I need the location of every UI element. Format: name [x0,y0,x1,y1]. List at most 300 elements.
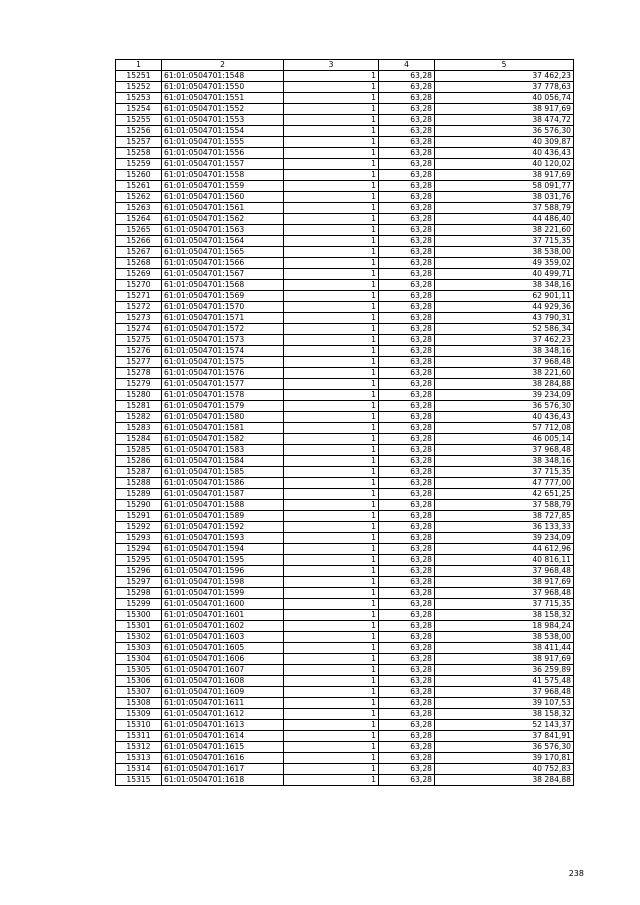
table-cell-col-2: 61:01:0504701:1594 [162,544,284,555]
table-cell-col-1: 15296 [116,566,162,577]
table-cell-col-1: 15280 [116,390,162,401]
table-cell-col-1: 15268 [116,258,162,269]
table-cell-col-1: 15285 [116,445,162,456]
table-row [116,676,574,687]
table-row [116,720,574,731]
table-row [116,368,574,379]
column-header-3: 3 [284,60,379,71]
table-cell-col-5: 37 588,79 [435,203,574,214]
table-cell-col-3: 1 [284,467,379,478]
table-cell-col-4: 63,28 [379,533,435,544]
table-cell-col-3: 1 [284,676,379,687]
table-cell-col-1: 15312 [116,742,162,753]
table-cell-col-1: 15274 [116,324,162,335]
table-cell-col-5: 38 917,69 [435,654,574,665]
table-row [116,236,574,247]
table-cell-col-4: 63,28 [379,698,435,709]
table-cell-col-1: 15261 [116,181,162,192]
table-cell-col-1: 15301 [116,621,162,632]
table-cell-col-1: 15307 [116,687,162,698]
table-row [116,115,574,126]
table-cell-col-2: 61:01:0504701:1571 [162,313,284,324]
table-cell-col-5: 37 715,35 [435,467,574,478]
table-cell-col-4: 63,28 [379,236,435,247]
table-cell-col-3: 1 [284,170,379,181]
table-cell-col-5: 36 259,89 [435,665,574,676]
table-cell-col-3: 1 [284,335,379,346]
table-cell-col-3: 1 [284,731,379,742]
table-row [116,159,574,170]
table-cell-col-3: 1 [284,302,379,313]
table-cell-col-4: 63,28 [379,566,435,577]
table-row [116,588,574,599]
table-cell-col-2: 61:01:0504701:1612 [162,709,284,720]
table-row [116,93,574,104]
table-cell-col-5: 38 158,32 [435,610,574,621]
table-row [116,291,574,302]
table-cell-col-4: 63,28 [379,104,435,115]
table-cell-col-4: 63,28 [379,577,435,588]
table-cell-col-1: 15313 [116,753,162,764]
table-row [116,379,574,390]
table-cell-col-4: 63,28 [379,225,435,236]
table-cell-col-4: 63,28 [379,181,435,192]
table-row [116,214,574,225]
table-cell-col-1: 15267 [116,247,162,258]
table-cell-col-3: 1 [284,71,379,82]
table-row [116,500,574,511]
table-cell-col-4: 63,28 [379,478,435,489]
table-cell-col-2: 61:01:0504701:1585 [162,467,284,478]
table-cell-col-5: 38 411,44 [435,643,574,654]
table-body [116,71,574,786]
table-row [116,324,574,335]
table-cell-col-3: 1 [284,753,379,764]
table-cell-col-2: 61:01:0504701:1589 [162,511,284,522]
table-cell-col-4: 63,28 [379,159,435,170]
table-cell-col-2: 61:01:0504701:1566 [162,258,284,269]
table-cell-col-2: 61:01:0504701:1600 [162,599,284,610]
table-row [116,335,574,346]
table-cell-col-4: 63,28 [379,632,435,643]
table-row [116,764,574,775]
table-cell-col-1: 15291 [116,511,162,522]
table-row [116,489,574,500]
table-row [116,478,574,489]
table-cell-col-4: 63,28 [379,456,435,467]
table-cell-col-4: 63,28 [379,192,435,203]
table-cell-col-5: 36 576,30 [435,742,574,753]
table-cell-col-3: 1 [284,148,379,159]
table-cell-col-2: 61:01:0504701:1565 [162,247,284,258]
table-cell-col-5: 38 538,00 [435,247,574,258]
table-cell-col-5: 39 234,09 [435,533,574,544]
table-row [116,566,574,577]
table-cell-col-2: 61:01:0504701:1554 [162,126,284,137]
table-cell-col-2: 61:01:0504701:1558 [162,170,284,181]
table-cell-col-2: 61:01:0504701:1556 [162,148,284,159]
table-row [116,709,574,720]
table-cell-col-2: 61:01:0504701:1572 [162,324,284,335]
table-cell-col-5: 37 968,48 [435,566,574,577]
table-cell-col-3: 1 [284,313,379,324]
table-row [116,423,574,434]
table-cell-col-4: 63,28 [379,687,435,698]
table-cell-col-1: 15305 [116,665,162,676]
table-cell-col-4: 63,28 [379,368,435,379]
table-cell-col-4: 63,28 [379,511,435,522]
table-cell-col-4: 63,28 [379,676,435,687]
table-cell-col-5: 62 901,11 [435,291,574,302]
table-cell-col-3: 1 [284,511,379,522]
table-cell-col-4: 63,28 [379,401,435,412]
table-cell-col-4: 63,28 [379,170,435,181]
table-cell-col-2: 61:01:0504701:1614 [162,731,284,742]
table-cell-col-5: 39 170,81 [435,753,574,764]
table-cell-col-2: 61:01:0504701:1595 [162,555,284,566]
table-cell-col-2: 61:01:0504701:1588 [162,500,284,511]
table-cell-col-2: 61:01:0504701:1559 [162,181,284,192]
table-row [116,203,574,214]
table-cell-col-5: 38 917,69 [435,577,574,588]
table-row [116,126,574,137]
table-cell-col-3: 1 [284,236,379,247]
table-cell-col-4: 63,28 [379,148,435,159]
table-cell-col-1: 15295 [116,555,162,566]
table-cell-col-1: 15294 [116,544,162,555]
table-cell-col-5: 38 031,76 [435,192,574,203]
table-cell-col-2: 61:01:0504701:1611 [162,698,284,709]
table-cell-col-5: 38 284,88 [435,775,574,786]
table-cell-col-5: 40 436,43 [435,412,574,423]
table-cell-col-2: 61:01:0504701:1568 [162,280,284,291]
table-cell-col-1: 15287 [116,467,162,478]
table-cell-col-3: 1 [284,445,379,456]
table-cell-col-1: 15262 [116,192,162,203]
table-cell-col-4: 63,28 [379,445,435,456]
table-cell-col-4: 63,28 [379,346,435,357]
table-cell-col-3: 1 [284,577,379,588]
table-cell-col-1: 15256 [116,126,162,137]
table-cell-col-3: 1 [284,533,379,544]
table-cell-col-2: 61:01:0504701:1606 [162,654,284,665]
table-row [116,753,574,764]
data-table [115,59,574,786]
table-cell-col-4: 63,28 [379,731,435,742]
table-cell-col-1: 15289 [116,489,162,500]
table-cell-col-1: 15273 [116,313,162,324]
table-cell-col-1: 15253 [116,93,162,104]
table-cell-col-4: 63,28 [379,291,435,302]
table-cell-col-4: 63,28 [379,302,435,313]
table-cell-col-3: 1 [284,137,379,148]
table-cell-col-1: 15298 [116,588,162,599]
table-cell-col-5: 37 462,23 [435,335,574,346]
table-row [116,390,574,401]
table-cell-col-2: 61:01:0504701:1557 [162,159,284,170]
table-cell-col-1: 15308 [116,698,162,709]
table-cell-col-4: 63,28 [379,588,435,599]
table-cell-col-2: 61:01:0504701:1599 [162,588,284,599]
table-row [116,346,574,357]
table-cell-col-1: 15310 [116,720,162,731]
table-row [116,269,574,280]
table-cell-col-1: 15276 [116,346,162,357]
table-cell-col-3: 1 [284,544,379,555]
table-cell-col-4: 63,28 [379,522,435,533]
table-cell-col-2: 61:01:0504701:1616 [162,753,284,764]
table-cell-col-3: 1 [284,159,379,170]
table-cell-col-4: 63,28 [379,555,435,566]
table-cell-col-5: 38 158,32 [435,709,574,720]
table-cell-col-3: 1 [284,643,379,654]
table-cell-col-5: 40 436,43 [435,148,574,159]
table-row [116,313,574,324]
table-cell-col-3: 1 [284,214,379,225]
table-cell-col-2: 61:01:0504701:1564 [162,236,284,247]
table-cell-col-3: 1 [284,225,379,236]
table-cell-col-3: 1 [284,588,379,599]
table-cell-col-2: 61:01:0504701:1569 [162,291,284,302]
table-cell-col-4: 63,28 [379,126,435,137]
table-cell-col-4: 63,28 [379,742,435,753]
table-cell-col-3: 1 [284,632,379,643]
table-cell-col-1: 15281 [116,401,162,412]
table-cell-col-2: 61:01:0504701:1598 [162,577,284,588]
table-row [116,632,574,643]
table-cell-col-4: 63,28 [379,247,435,258]
table-cell-col-1: 15251 [116,71,162,82]
table-row [116,148,574,159]
table-row [116,401,574,412]
table-cell-col-1: 15283 [116,423,162,434]
table-cell-col-1: 15309 [116,709,162,720]
table-cell-col-1: 15277 [116,357,162,368]
table-cell-col-2: 61:01:0504701:1570 [162,302,284,313]
table-cell-col-2: 61:01:0504701:1562 [162,214,284,225]
table-row [116,610,574,621]
column-header-5: 5 [435,60,574,71]
table-cell-col-4: 63,28 [379,357,435,368]
table-cell-col-3: 1 [284,522,379,533]
table-cell-col-5: 46 005,14 [435,434,574,445]
table-cell-col-3: 1 [284,709,379,720]
table-cell-col-2: 61:01:0504701:1618 [162,775,284,786]
table-cell-col-2: 61:01:0504701:1593 [162,533,284,544]
table-cell-col-2: 61:01:0504701:1550 [162,82,284,93]
table-cell-col-5: 36 133,33 [435,522,574,533]
table-cell-col-4: 63,28 [379,280,435,291]
table-row [116,192,574,203]
table-cell-col-5: 37 715,35 [435,236,574,247]
table-cell-col-5: 37 841,91 [435,731,574,742]
table-cell-col-5: 40 120,02 [435,159,574,170]
table-row [116,577,574,588]
table-cell-col-1: 15299 [116,599,162,610]
table-cell-col-5: 37 968,48 [435,445,574,456]
table-cell-col-2: 61:01:0504701:1552 [162,104,284,115]
table-cell-col-5: 42 651,25 [435,489,574,500]
table-row [116,181,574,192]
table-cell-col-5: 40 499,71 [435,269,574,280]
table-row [116,731,574,742]
table-cell-col-2: 61:01:0504701:1607 [162,665,284,676]
table-cell-col-3: 1 [284,346,379,357]
table-cell-col-1: 15278 [116,368,162,379]
table-cell-col-3: 1 [284,357,379,368]
table-cell-col-5: 38 221,60 [435,225,574,236]
table-cell-col-4: 63,28 [379,335,435,346]
header-row [116,60,574,71]
table-cell-col-1: 15297 [116,577,162,588]
table-cell-col-4: 63,28 [379,720,435,731]
table-cell-col-1: 15282 [116,412,162,423]
table-cell-col-2: 61:01:0504701:1580 [162,412,284,423]
table-cell-col-4: 63,28 [379,93,435,104]
table-cell-col-5: 44 486,40 [435,214,574,225]
table-cell-col-2: 61:01:0504701:1602 [162,621,284,632]
table-cell-col-1: 15269 [116,269,162,280]
table-cell-col-1: 15315 [116,775,162,786]
column-header-4: 4 [379,60,435,71]
table-cell-col-1: 15258 [116,148,162,159]
table-row [116,522,574,533]
table-cell-col-3: 1 [284,368,379,379]
table-cell-col-4: 63,28 [379,665,435,676]
table-cell-col-4: 63,28 [379,379,435,390]
table-cell-col-5: 36 576,30 [435,401,574,412]
table-cell-col-5: 44 612,96 [435,544,574,555]
table-cell-col-3: 1 [284,500,379,511]
table-cell-col-1: 15290 [116,500,162,511]
table-cell-col-5: 58 091,77 [435,181,574,192]
table-row [116,170,574,181]
table-cell-col-5: 39 107,53 [435,698,574,709]
table-cell-col-5: 37 588,79 [435,500,574,511]
table-cell-col-3: 1 [284,698,379,709]
table-cell-col-3: 1 [284,621,379,632]
table-cell-col-2: 61:01:0504701:1592 [162,522,284,533]
table-cell-col-3: 1 [284,181,379,192]
table-cell-col-2: 61:01:0504701:1581 [162,423,284,434]
table-row [116,533,574,544]
table-cell-col-2: 61:01:0504701:1576 [162,368,284,379]
table-cell-col-5: 40 752,83 [435,764,574,775]
table-cell-col-3: 1 [284,555,379,566]
table-cell-col-4: 63,28 [379,324,435,335]
table-row [116,280,574,291]
table-cell-col-2: 61:01:0504701:1575 [162,357,284,368]
table-cell-col-3: 1 [284,720,379,731]
table-row [116,225,574,236]
table-cell-col-3: 1 [284,115,379,126]
table-cell-col-1: 15257 [116,137,162,148]
table-cell-col-3: 1 [284,269,379,280]
table-cell-col-2: 61:01:0504701:1574 [162,346,284,357]
table-cell-col-3: 1 [284,192,379,203]
table-cell-col-5: 40 309,87 [435,137,574,148]
table-cell-col-5: 38 221,60 [435,368,574,379]
table-cell-col-5: 47 777,00 [435,478,574,489]
table-cell-col-2: 61:01:0504701:1609 [162,687,284,698]
table-cell-col-3: 1 [284,82,379,93]
table-cell-col-1: 15275 [116,335,162,346]
table-cell-col-1: 15306 [116,676,162,687]
table-cell-col-5: 44 929,36 [435,302,574,313]
table-cell-col-1: 15303 [116,643,162,654]
table-cell-col-5: 37 462,23 [435,71,574,82]
table-row [116,467,574,478]
table-cell-col-2: 61:01:0504701:1567 [162,269,284,280]
table-cell-col-5: 37 715,35 [435,599,574,610]
table-cell-col-4: 63,28 [379,610,435,621]
table-cell-col-5: 38 348,16 [435,280,574,291]
table-cell-col-3: 1 [284,599,379,610]
table-cell-col-4: 63,28 [379,709,435,720]
table-cell-col-1: 15264 [116,214,162,225]
table-cell-col-2: 61:01:0504701:1561 [162,203,284,214]
table-row [116,412,574,423]
table-cell-col-1: 15300 [116,610,162,621]
table-row [116,654,574,665]
table-cell-col-1: 15260 [116,170,162,181]
table-row [116,599,574,610]
table-cell-col-5: 38 727,85 [435,511,574,522]
table-cell-col-4: 63,28 [379,258,435,269]
table-row [116,544,574,555]
table-cell-col-3: 1 [284,104,379,115]
table-cell-col-4: 63,28 [379,313,435,324]
table-cell-col-5: 41 575,48 [435,676,574,687]
table-cell-col-5: 57 712,08 [435,423,574,434]
table-cell-col-5: 38 474,72 [435,115,574,126]
table-cell-col-5: 52 586,34 [435,324,574,335]
table-cell-col-3: 1 [284,456,379,467]
table-cell-col-4: 63,28 [379,764,435,775]
table-cell-col-4: 63,28 [379,775,435,786]
table-cell-col-5: 39 234,09 [435,390,574,401]
table-cell-col-4: 63,28 [379,423,435,434]
table-cell-col-5: 38 348,16 [435,456,574,467]
table-cell-col-5: 37 968,48 [435,588,574,599]
table-cell-col-2: 61:01:0504701:1563 [162,225,284,236]
table-cell-col-5: 49 359,02 [435,258,574,269]
table-cell-col-3: 1 [284,742,379,753]
table-cell-col-1: 15266 [116,236,162,247]
table-cell-col-5: 52 143,37 [435,720,574,731]
table-cell-col-1: 15279 [116,379,162,390]
table-cell-col-3: 1 [284,291,379,302]
table-cell-col-5: 18 984,24 [435,621,574,632]
table-cell-col-2: 61:01:0504701:1553 [162,115,284,126]
table-cell-col-2: 61:01:0504701:1617 [162,764,284,775]
table-row [116,258,574,269]
table-cell-col-5: 38 538,00 [435,632,574,643]
table-row [116,247,574,258]
table-cell-col-3: 1 [284,434,379,445]
table-cell-col-3: 1 [284,390,379,401]
table-row [116,357,574,368]
table-cell-col-3: 1 [284,654,379,665]
table-cell-col-5: 37 968,48 [435,357,574,368]
table-cell-col-5: 37 968,48 [435,687,574,698]
table-cell-col-3: 1 [284,324,379,335]
table-cell-col-4: 63,28 [379,621,435,632]
table-cell-col-2: 61:01:0504701:1560 [162,192,284,203]
table-cell-col-2: 61:01:0504701:1601 [162,610,284,621]
table-cell-col-1: 15311 [116,731,162,742]
table-cell-col-5: 38 284,88 [435,379,574,390]
